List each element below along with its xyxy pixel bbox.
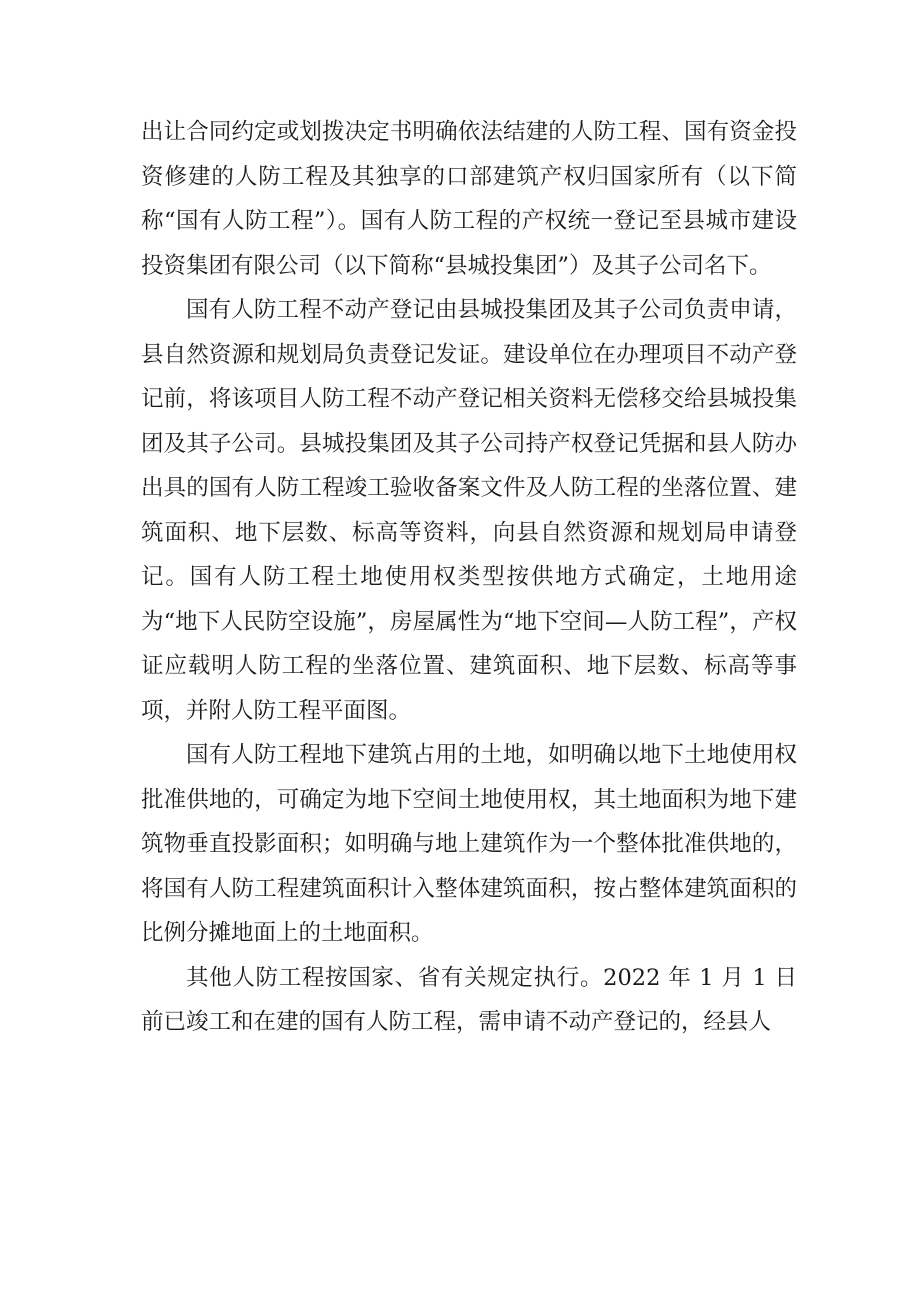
- paragraph-registration-procedure: 国有人防工程不动产登记由县城投集团及其子公司负责申请，县自然资源和规划局负责登记发证。建设单位在办理项目不动产登记前，将该项目人防工程不动产登记相关资料无偿移交给县城投集团及其子公司。县城投集团及其子公司持产权登记凭据和县人防办出具的国有人防工程竣工验收备案文件及人防工程的坐落位置、建筑面积、地下层数、标高等资料，向县自然资源和规划局申请登记。国有人防工程土地使用权类型按供地方式确定，土地用途为“地下人民防空设施”，房屋属性为“地下空间—人防工程”，产权证应载明人防工程的坐落位置、建筑面积、地下层数、标高等事项，并附人防工程平面图。: [141, 297, 797, 724]
- document-body: [141, 110, 797, 1045]
- paragraph-other-projects: 其他人防工程按国家、省有关规定执行。2022 年 1 月 1 日前已竣工和在建的国有人防工程，需申请不动产登记的，经县人: [141, 964, 797, 1035]
- paragraph-continued: 出让合同约定或划拨决定书明确依法结建的人防工程、国有资金投资修建的人防工程及其独享的口部建筑产权归国家所有（以下简称“国有人防工程”）。国有人防工程的产权统一登记至县城市建设投资集团有限公司（以下简称“县城投集团”）及其子公司名下。: [141, 119, 797, 279]
- paragraph-land-use-rights: 国有人防工程地下建筑占用的土地，如明确以地下土地使用权批准供地的，可确定为地下空间土地使用权，其土地面积为地下建筑物垂直投影面积；如明确与地上建筑作为一个整体批准供地的，将国有人防工程建筑面积计入整体建筑面积，按占整体建筑面积的比例分摊地面上的土地面积。: [141, 742, 797, 946]
